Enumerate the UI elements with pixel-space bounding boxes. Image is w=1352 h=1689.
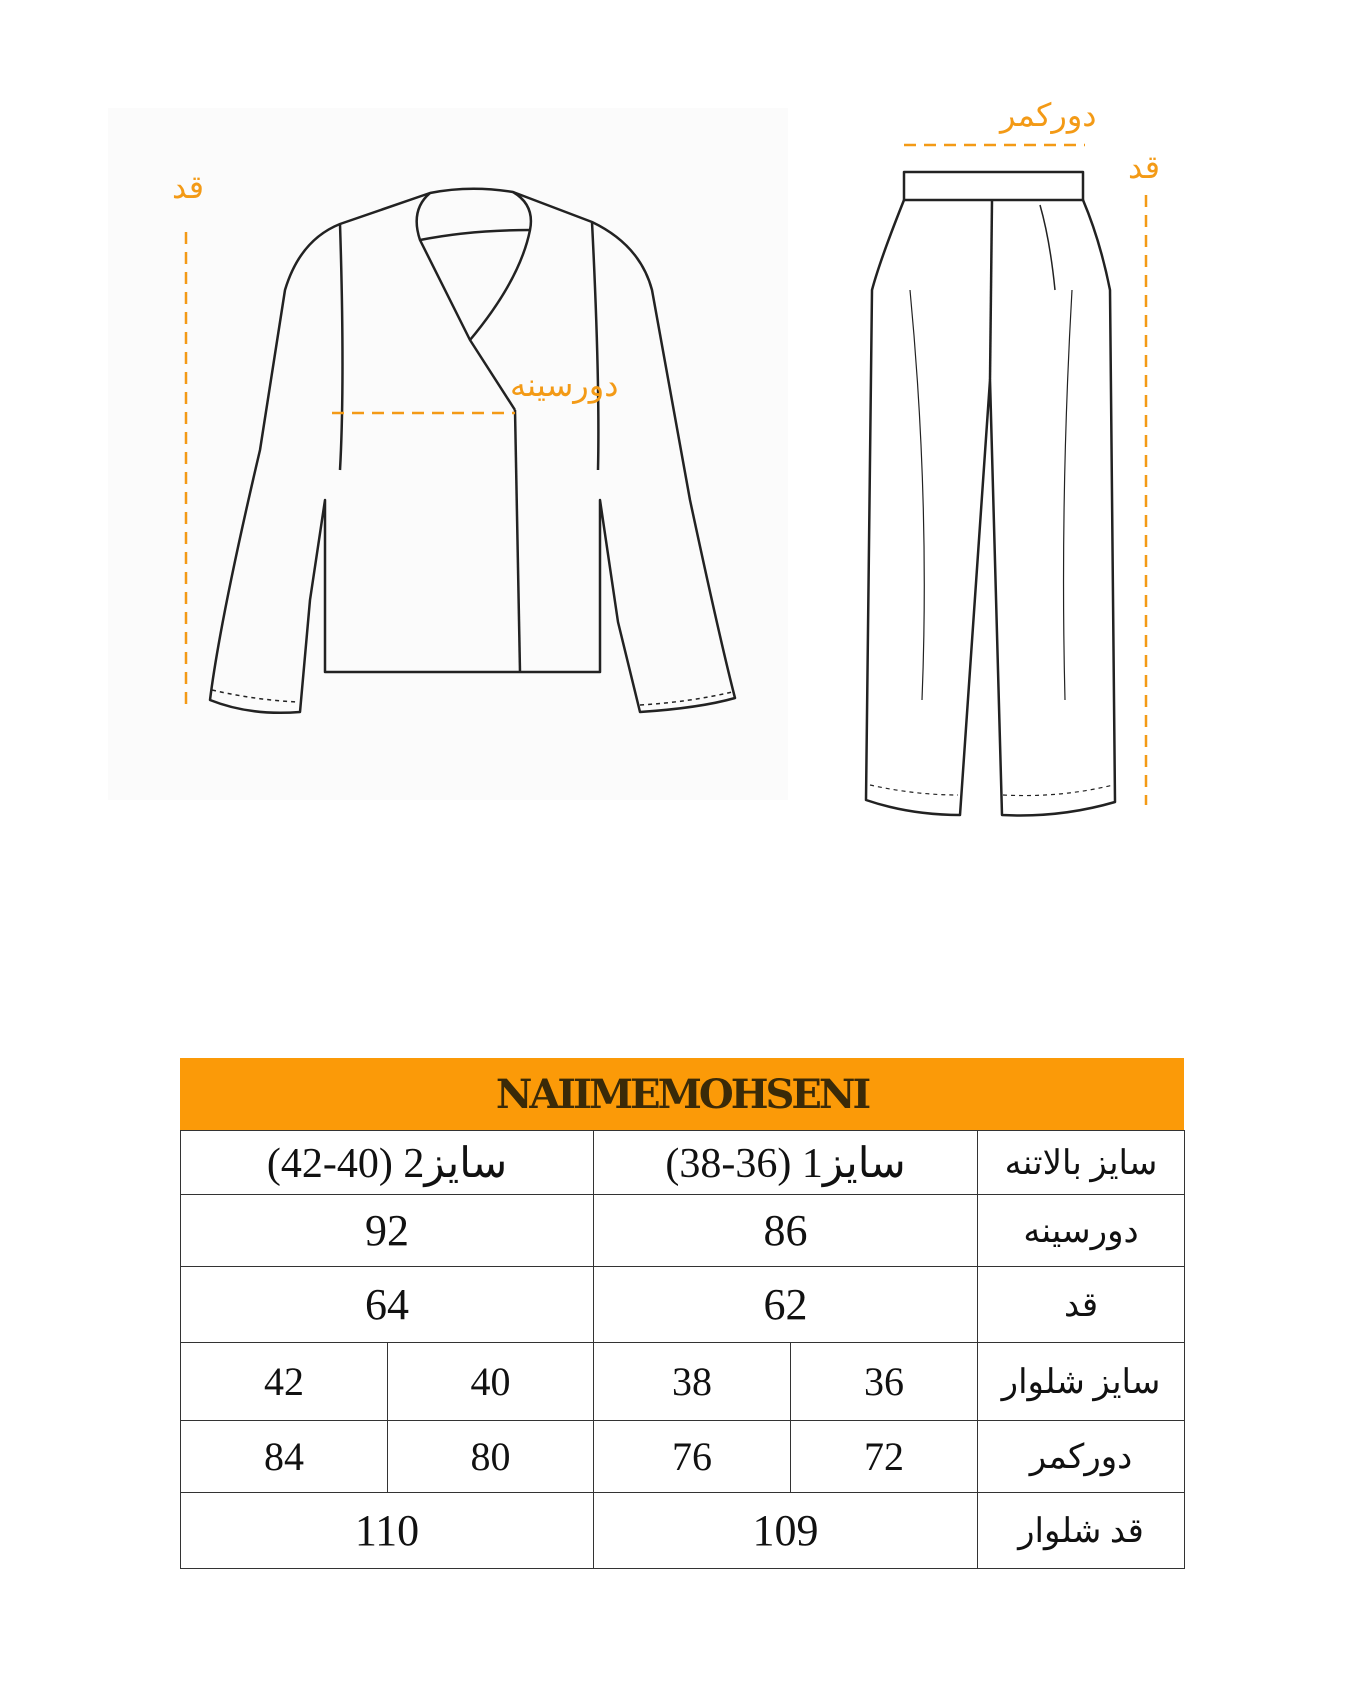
size2-header: سایز2 (40-42) — [181, 1131, 594, 1195]
pants-size-38: 38 — [594, 1343, 791, 1421]
pants-length-row-label: قد شلوار — [978, 1493, 1185, 1569]
length-label: قد — [978, 1267, 1185, 1343]
top-size-label: سایز بالاتنه — [978, 1131, 1185, 1195]
chest-size2: 92 — [181, 1195, 594, 1267]
pants-length-size2: 110 — [181, 1493, 594, 1569]
pants-size-label: سایز شلوار — [978, 1343, 1185, 1421]
size-chart — [180, 1130, 1185, 1569]
size1-header: سایز1 (36-38) — [594, 1131, 978, 1195]
pants-waist-label: دورکمر — [1000, 96, 1097, 134]
length-size1: 62 — [594, 1267, 978, 1343]
table-row — [181, 1421, 1185, 1493]
waist-84: 84 — [181, 1421, 388, 1493]
waist-72: 72 — [791, 1421, 978, 1493]
table-row — [181, 1131, 1185, 1195]
size-table — [180, 1058, 1184, 1569]
brand-name: NAIIMEMOHSENI — [495, 1070, 869, 1118]
pants-size-36: 36 — [791, 1343, 978, 1421]
jacket-chest-label: دورسینه — [510, 366, 619, 404]
table-row — [181, 1195, 1185, 1267]
table-row — [181, 1493, 1185, 1569]
pants-length-label: قد — [1128, 148, 1161, 186]
waist-80: 80 — [388, 1421, 594, 1493]
chest-size1: 86 — [594, 1195, 978, 1267]
jacket-length-label: قد — [172, 168, 205, 206]
pants-length-size1: 109 — [594, 1493, 978, 1569]
chest-label: دورسینه — [978, 1195, 1185, 1267]
pants-size-42: 42 — [181, 1343, 388, 1421]
pants-size-40: 40 — [388, 1343, 594, 1421]
table-row — [181, 1343, 1185, 1421]
brand-bar — [180, 1058, 1184, 1130]
waist-76: 76 — [594, 1421, 791, 1493]
table-row — [181, 1267, 1185, 1343]
waist-label: دورکمر — [978, 1421, 1185, 1493]
length-size2: 64 — [181, 1267, 594, 1343]
